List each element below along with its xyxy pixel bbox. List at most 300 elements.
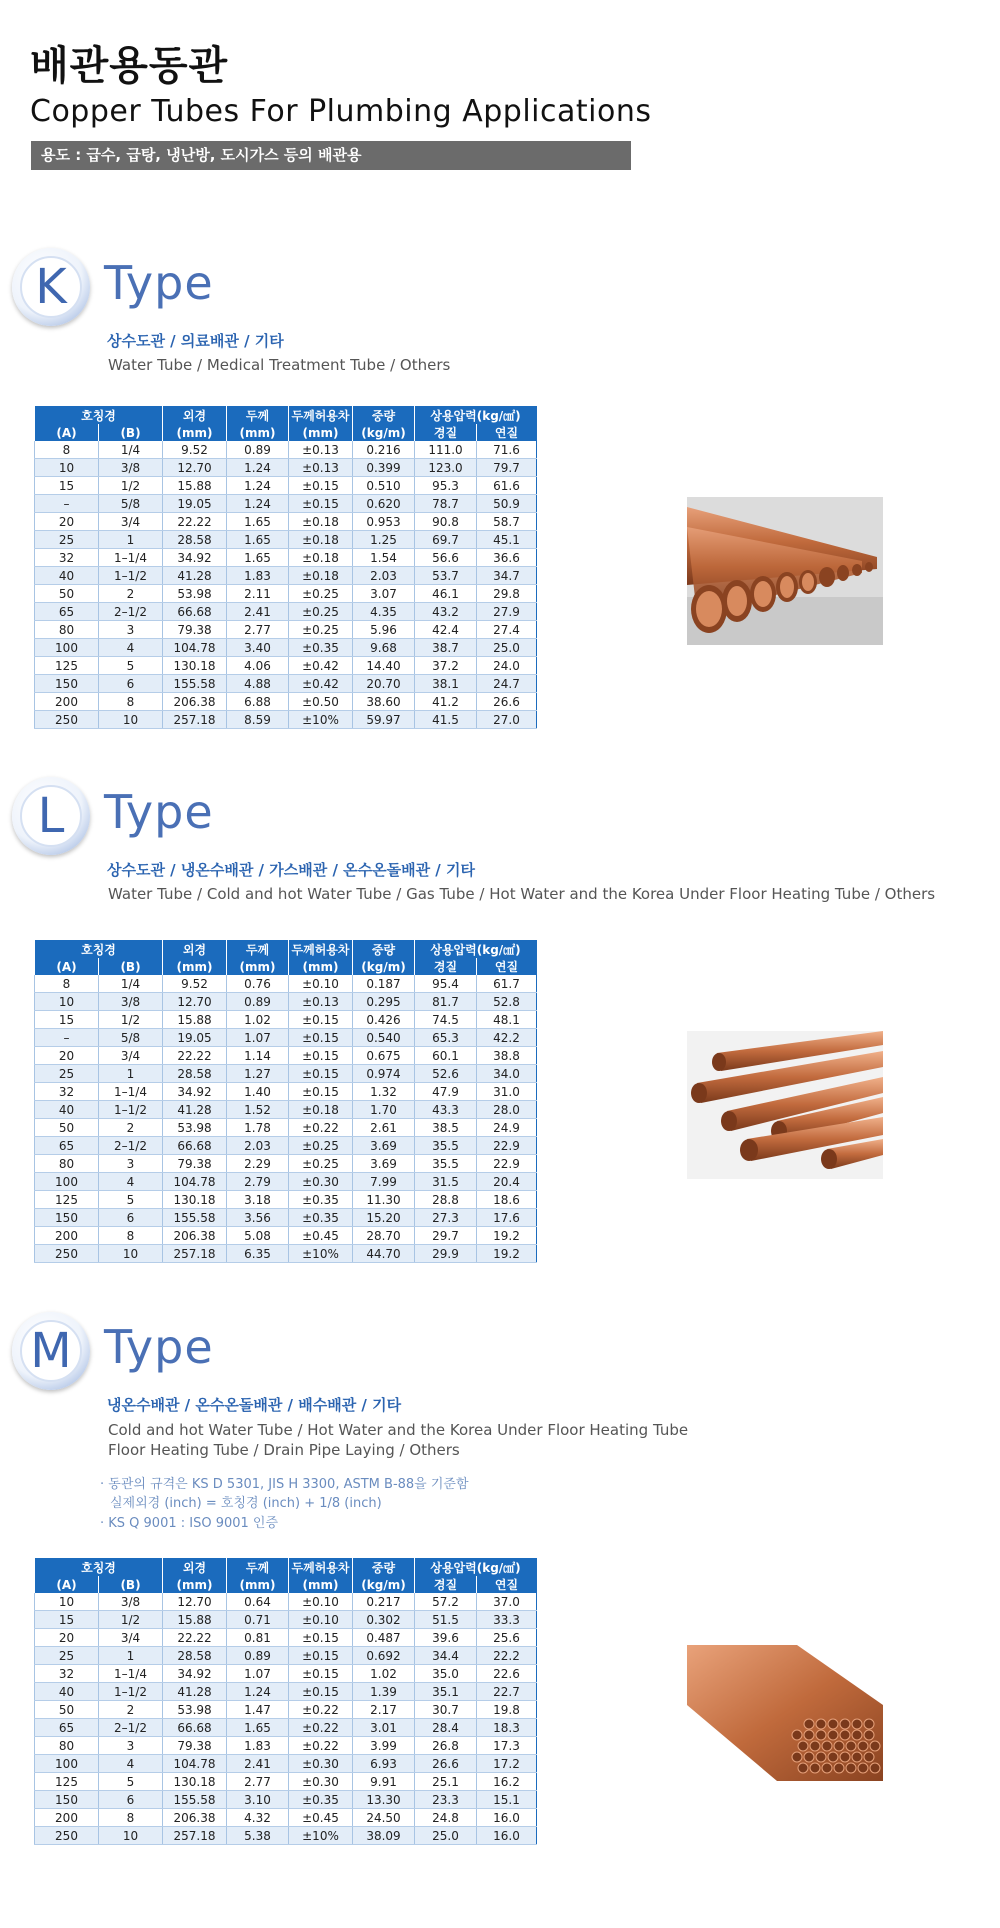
l-type-uses-en: Water Tube / Cold and hot Water Tube / Gas Tube / Hot Water and the Korea Under Floor Heating Tube / Others <box>108 885 936 903</box>
table-cell: ±0.22 <box>289 1719 353 1737</box>
table-row <box>35 477 537 495</box>
table-cell: 0.974 <box>353 1065 415 1083</box>
table-cell: ±0.15 <box>289 1029 353 1047</box>
table-cell: 15 <box>35 1011 99 1029</box>
table-cell: 155.58 <box>163 675 227 693</box>
table-cell: 3 <box>99 621 163 639</box>
table-cell: 31.5 <box>415 1173 477 1191</box>
table-cell: ±0.13 <box>289 459 353 477</box>
table-cell: – <box>35 1029 99 1047</box>
table-cell: 18.6 <box>477 1191 537 1209</box>
table-cell: 32 <box>35 549 99 567</box>
table-cell: 35.5 <box>415 1155 477 1173</box>
header-a: (A) <box>35 1576 99 1593</box>
table-cell: 1–1/2 <box>99 567 163 585</box>
table-cell: 19.2 <box>477 1245 537 1263</box>
table-cell: 12.70 <box>163 1593 227 1611</box>
table-cell: 90.8 <box>415 513 477 531</box>
table-cell: 79.38 <box>163 1155 227 1173</box>
header-outer-diameter: 외경 <box>163 941 227 959</box>
table-row <box>35 1755 537 1773</box>
table-cell: 20 <box>35 513 99 531</box>
table-row <box>35 1827 537 1845</box>
table-cell: 27.0 <box>477 711 537 729</box>
table-cell: ±0.50 <box>289 693 353 711</box>
table-cell: ±0.15 <box>289 1665 353 1683</box>
header-soft: 연질 <box>477 1576 537 1593</box>
table-cell: 29.9 <box>415 1245 477 1263</box>
table-cell: 28.58 <box>163 1065 227 1083</box>
table-cell: ±0.45 <box>289 1227 353 1245</box>
table-cell: 1.24 <box>227 495 289 513</box>
table-cell: 40 <box>35 1683 99 1701</box>
table-cell: 22.22 <box>163 513 227 531</box>
table-cell: 38.8 <box>477 1047 537 1065</box>
table-cell: ±0.25 <box>289 585 353 603</box>
table-cell: 19.8 <box>477 1701 537 1719</box>
table-cell: 24.8 <box>415 1809 477 1827</box>
table-cell: 38.60 <box>353 693 415 711</box>
table-cell: 41.2 <box>415 693 477 711</box>
header-nominal: 호칭경 <box>35 941 163 959</box>
table-cell: 24.7 <box>477 675 537 693</box>
table-cell: 19.05 <box>163 495 227 513</box>
table-cell: 47.9 <box>415 1083 477 1101</box>
m-type-letter: M <box>30 1323 72 1379</box>
table-cell: 61.7 <box>477 975 537 993</box>
header-b: (B) <box>99 424 163 441</box>
table-cell: 31.0 <box>477 1083 537 1101</box>
table-cell: 6 <box>99 1791 163 1809</box>
table-cell: 9.52 <box>163 441 227 459</box>
table-cell: 3.07 <box>353 585 415 603</box>
table-cell: 38.5 <box>415 1119 477 1137</box>
table-cell: 8 <box>99 1227 163 1245</box>
table-cell: 4.35 <box>353 603 415 621</box>
table-cell: ±0.25 <box>289 621 353 639</box>
table-cell: 1.02 <box>353 1665 415 1683</box>
table-cell: 0.217 <box>353 1593 415 1611</box>
table-row <box>35 993 537 1011</box>
table-cell: 155.58 <box>163 1791 227 1809</box>
table-cell: 3.10 <box>227 1791 289 1809</box>
table-cell: 104.78 <box>163 1755 227 1773</box>
table-cell: 5 <box>99 657 163 675</box>
table-cell: ±0.35 <box>289 1791 353 1809</box>
m-type-note-iso: · KS Q 9001 : ISO 9001 인증 <box>100 1516 279 1531</box>
table-cell: 95.4 <box>415 975 477 993</box>
table-row <box>35 1245 537 1263</box>
table-row <box>35 1209 537 1227</box>
header-weight: 중량 <box>353 407 415 425</box>
table-cell: 2.79 <box>227 1173 289 1191</box>
table-cell: 150 <box>35 675 99 693</box>
header-od-unit: (mm) <box>163 1576 227 1593</box>
table-cell: 59.97 <box>353 711 415 729</box>
table-cell: ±0.35 <box>289 1191 353 1209</box>
header-thickness: 두께 <box>227 407 289 425</box>
table-cell: 65 <box>35 603 99 621</box>
table-cell: 26.6 <box>415 1755 477 1773</box>
table-cell: 22.7 <box>477 1683 537 1701</box>
table-cell: 18.3 <box>477 1719 537 1737</box>
table-cell: 28.70 <box>353 1227 415 1245</box>
table-cell: 1.32 <box>353 1083 415 1101</box>
table-cell: 34.7 <box>477 567 537 585</box>
table-cell: 6.35 <box>227 1245 289 1263</box>
table-cell: 60.1 <box>415 1047 477 1065</box>
table-cell: 79.38 <box>163 621 227 639</box>
table-row <box>35 1119 537 1137</box>
table-cell: 15.20 <box>353 1209 415 1227</box>
table-row <box>35 549 537 567</box>
table-cell: 28.58 <box>163 531 227 549</box>
table-cell: 58.7 <box>477 513 537 531</box>
table-cell: 14.40 <box>353 657 415 675</box>
header-b: (B) <box>99 958 163 975</box>
table-cell: 206.38 <box>163 1227 227 1245</box>
table-cell: 28.8 <box>415 1191 477 1209</box>
table-cell: ±0.18 <box>289 1101 353 1119</box>
header-thickness-unit: (mm) <box>227 958 289 975</box>
header-thickness: 두께 <box>227 1559 289 1577</box>
table-cell: 15.88 <box>163 1011 227 1029</box>
table-cell: 20 <box>35 1047 99 1065</box>
l-type-spec-table <box>34 940 537 1263</box>
table-cell: 10 <box>35 459 99 477</box>
table-cell: 79.38 <box>163 1737 227 1755</box>
table-cell: 16.0 <box>477 1809 537 1827</box>
table-row <box>35 1647 537 1665</box>
table-cell: 0.399 <box>353 459 415 477</box>
table-cell: 1.40 <box>227 1083 289 1101</box>
table-cell: 51.5 <box>415 1611 477 1629</box>
table-cell: 0.540 <box>353 1029 415 1047</box>
table-cell: ±0.15 <box>289 1647 353 1665</box>
header-thickness-unit: (mm) <box>227 1576 289 1593</box>
table-cell: 200 <box>35 1809 99 1827</box>
table-cell: 10 <box>99 1245 163 1263</box>
table-cell: 9.68 <box>353 639 415 657</box>
header-tolerance: 두께허용차 <box>289 941 353 959</box>
table-cell: 1.02 <box>227 1011 289 1029</box>
table-row <box>35 693 537 711</box>
table-cell: ±10% <box>289 711 353 729</box>
table-cell: 16.2 <box>477 1773 537 1791</box>
table-cell: 100 <box>35 639 99 657</box>
table-cell: ±0.10 <box>289 1593 353 1611</box>
table-cell: 0.187 <box>353 975 415 993</box>
table-row <box>35 1227 537 1245</box>
table-cell: 15 <box>35 477 99 495</box>
table-cell: 1–1/4 <box>99 549 163 567</box>
l-type-uses-ko: 상수도관 / 냉온수배관 / 가스배관 / 온수온돌배관 / 기타 <box>107 861 475 879</box>
table-cell: 3.69 <box>353 1155 415 1173</box>
header-tolerance-unit: (mm) <box>289 424 353 441</box>
table-cell: 25 <box>35 531 99 549</box>
table-cell: 2.03 <box>227 1137 289 1155</box>
table-cell: 2–1/2 <box>99 603 163 621</box>
table-cell: 3 <box>99 1155 163 1173</box>
table-cell: 10 <box>35 1593 99 1611</box>
l-type-letter: L <box>37 788 65 844</box>
table-cell: 250 <box>35 1827 99 1845</box>
header-outer-diameter: 외경 <box>163 407 227 425</box>
table-cell: 46.1 <box>415 585 477 603</box>
table-cell: 22.2 <box>477 1647 537 1665</box>
table-cell: 4 <box>99 1173 163 1191</box>
table-cell: 1.54 <box>353 549 415 567</box>
table-cell: 61.6 <box>477 477 537 495</box>
table-row <box>35 1191 537 1209</box>
table-cell: 6.93 <box>353 1755 415 1773</box>
table-cell: 125 <box>35 1773 99 1791</box>
table-cell: 200 <box>35 1227 99 1245</box>
table-cell: 2–1/2 <box>99 1137 163 1155</box>
table-cell: 1–1/2 <box>99 1683 163 1701</box>
table-cell: 1.24 <box>227 459 289 477</box>
table-cell: ±0.15 <box>289 1683 353 1701</box>
table-cell: 0.64 <box>227 1593 289 1611</box>
table-cell: 2.41 <box>227 1755 289 1773</box>
table-row <box>35 1047 537 1065</box>
table-row <box>35 1611 537 1629</box>
table-cell: 52.8 <box>477 993 537 1011</box>
table-cell: 22.22 <box>163 1047 227 1065</box>
table-cell: 4.06 <box>227 657 289 675</box>
header-hard: 경질 <box>415 958 477 975</box>
table-cell: 1.83 <box>227 567 289 585</box>
header-soft: 연질 <box>477 958 537 975</box>
table-cell: 20.4 <box>477 1173 537 1191</box>
table-cell: 81.7 <box>415 993 477 1011</box>
table-cell: 1.83 <box>227 1737 289 1755</box>
table-cell: 52.6 <box>415 1065 477 1083</box>
page-title-ko: 배관용동관 <box>30 43 229 89</box>
table-cell: 1.65 <box>227 531 289 549</box>
table-cell: 8 <box>99 1809 163 1827</box>
table-cell: 32 <box>35 1665 99 1683</box>
table-cell: 25.0 <box>415 1827 477 1845</box>
table-cell: 28.0 <box>477 1101 537 1119</box>
m-type-title: Type <box>104 1320 214 1374</box>
table-cell: 17.6 <box>477 1209 537 1227</box>
header-weight: 중량 <box>353 1559 415 1577</box>
header-tolerance: 두께허용차 <box>289 407 353 425</box>
table-cell: 5.38 <box>227 1827 289 1845</box>
table-cell: ±0.42 <box>289 675 353 693</box>
table-cell: 42.2 <box>477 1029 537 1047</box>
table-cell: 27.3 <box>415 1209 477 1227</box>
table-cell: 34.92 <box>163 1665 227 1683</box>
table-row <box>35 1065 537 1083</box>
table-cell: 1–1/4 <box>99 1083 163 1101</box>
table-cell: 257.18 <box>163 1245 227 1263</box>
k-type-title: Type <box>104 256 214 310</box>
table-cell: 2.77 <box>227 621 289 639</box>
k-type-copper-tube-photo <box>687 497 883 645</box>
table-row <box>35 1791 537 1809</box>
table-cell: 42.4 <box>415 621 477 639</box>
table-cell: 10 <box>99 711 163 729</box>
table-cell: 22.6 <box>477 1665 537 1683</box>
table-cell: 150 <box>35 1209 99 1227</box>
table-cell: 1/2 <box>99 1011 163 1029</box>
header-pressure: 상용압력(kg/㎠) <box>415 407 537 425</box>
table-cell: 1/4 <box>99 441 163 459</box>
table-cell: ±0.18 <box>289 549 353 567</box>
table-cell: 34.4 <box>415 1647 477 1665</box>
table-cell: 24.0 <box>477 657 537 675</box>
l-type-title: Type <box>104 785 214 839</box>
table-cell: 30.7 <box>415 1701 477 1719</box>
table-cell: 8 <box>99 693 163 711</box>
table-row <box>35 567 537 585</box>
k-type-spec-table <box>34 406 537 729</box>
header-pressure: 상용압력(kg/㎠) <box>415 1559 537 1577</box>
table-cell: 3/4 <box>99 1629 163 1647</box>
table-cell: 2.41 <box>227 603 289 621</box>
table-cell: 74.5 <box>415 1011 477 1029</box>
table-cell: 100 <box>35 1173 99 1191</box>
table-cell: ±0.13 <box>289 993 353 1011</box>
table-cell: 104.78 <box>163 1173 227 1191</box>
table-cell: 9.52 <box>163 975 227 993</box>
table-cell: 80 <box>35 1155 99 1173</box>
table-cell: 3.56 <box>227 1209 289 1227</box>
table-cell: ±0.15 <box>289 1065 353 1083</box>
table-cell: ±0.22 <box>289 1119 353 1137</box>
header-nominal: 호칭경 <box>35 407 163 425</box>
header-tolerance-unit: (mm) <box>289 1576 353 1593</box>
table-cell: 39.6 <box>415 1629 477 1647</box>
table-cell: 27.4 <box>477 621 537 639</box>
table-cell: 40 <box>35 567 99 585</box>
table-cell: 2.77 <box>227 1773 289 1791</box>
table-row <box>35 675 537 693</box>
table-cell: 22.9 <box>477 1155 537 1173</box>
table-cell: 1.24 <box>227 1683 289 1701</box>
header-tolerance: 두께허용차 <box>289 1559 353 1577</box>
m-type-uses-en-line2: Floor Heating Tube / Drain Pipe Laying / Others <box>108 1441 460 1459</box>
table-row <box>35 1011 537 1029</box>
table-row <box>35 621 537 639</box>
table-cell: 66.68 <box>163 603 227 621</box>
table-cell: 3.40 <box>227 639 289 657</box>
table-cell: 25.0 <box>477 639 537 657</box>
table-row <box>35 639 537 657</box>
table-cell: 53.7 <box>415 567 477 585</box>
table-cell: 0.675 <box>353 1047 415 1065</box>
table-cell: 0.89 <box>227 1647 289 1665</box>
table-cell: 1.70 <box>353 1101 415 1119</box>
table-cell: 0.295 <box>353 993 415 1011</box>
table-cell: 57.2 <box>415 1593 477 1611</box>
table-cell: 53.98 <box>163 1119 227 1137</box>
table-cell: 34.92 <box>163 1083 227 1101</box>
table-cell: 25 <box>35 1647 99 1665</box>
table-cell: ±0.45 <box>289 1809 353 1827</box>
table-cell: 0.81 <box>227 1629 289 1647</box>
table-cell: 25.6 <box>477 1629 537 1647</box>
table-cell: 3 <box>99 1737 163 1755</box>
table-cell: 37.0 <box>477 1593 537 1611</box>
table-cell: 17.2 <box>477 1755 537 1773</box>
table-cell: 1.07 <box>227 1665 289 1683</box>
header-weight-unit: (kg/m) <box>353 424 415 441</box>
table-row <box>35 1155 537 1173</box>
table-cell: 38.7 <box>415 639 477 657</box>
table-row <box>35 531 537 549</box>
table-cell: 25.1 <box>415 1773 477 1791</box>
table-cell: 25 <box>35 1065 99 1083</box>
table-cell: 0.620 <box>353 495 415 513</box>
header-weight-unit: (kg/m) <box>353 958 415 975</box>
table-cell: 155.58 <box>163 1209 227 1227</box>
k-type-uses-ko: 상수도관 / 의료배관 / 기타 <box>107 332 284 350</box>
table-cell: 35.1 <box>415 1683 477 1701</box>
table-row <box>35 1101 537 1119</box>
table-row <box>35 1629 537 1647</box>
table-cell: 250 <box>35 711 99 729</box>
table-cell: ±0.15 <box>289 495 353 513</box>
table-cell: 8 <box>35 975 99 993</box>
table-cell: 34.92 <box>163 549 227 567</box>
k-type-badge <box>12 248 90 326</box>
m-type-note-standard: · 동관의 규격은 KS D 5301, JIS H 3300, ASTM B-88을 기준함 <box>100 1477 469 1492</box>
table-cell: 2 <box>99 1119 163 1137</box>
table-cell: 0.216 <box>353 441 415 459</box>
table-cell: 44.70 <box>353 1245 415 1263</box>
table-cell: ±0.10 <box>289 975 353 993</box>
table-cell: 6 <box>99 1209 163 1227</box>
table-cell: 43.3 <box>415 1101 477 1119</box>
table-row <box>35 1719 537 1737</box>
table-cell: 26.6 <box>477 693 537 711</box>
table-cell: 1 <box>99 531 163 549</box>
table-cell: 111.0 <box>415 441 477 459</box>
table-cell: 71.6 <box>477 441 537 459</box>
table-cell: 15.1 <box>477 1791 537 1809</box>
table-cell: 5.96 <box>353 621 415 639</box>
table-cell: 1.65 <box>227 513 289 531</box>
header-pressure: 상용압력(kg/㎠) <box>415 941 537 959</box>
table-cell: 65 <box>35 1719 99 1737</box>
header-a: (A) <box>35 424 99 441</box>
table-row <box>35 1173 537 1191</box>
table-cell: 20 <box>35 1629 99 1647</box>
table-cell: 34.0 <box>477 1065 537 1083</box>
table-cell: 206.38 <box>163 1809 227 1827</box>
table-cell: 20.70 <box>353 675 415 693</box>
table-cell: 2–1/2 <box>99 1719 163 1737</box>
table-cell: 0.426 <box>353 1011 415 1029</box>
header-b: (B) <box>99 1576 163 1593</box>
table-cell: 65.3 <box>415 1029 477 1047</box>
table-cell: ±0.10 <box>289 1611 353 1629</box>
table-cell: 2.17 <box>353 1701 415 1719</box>
header-weight-unit: (kg/m) <box>353 1576 415 1593</box>
table-cell: 0.953 <box>353 513 415 531</box>
table-cell: 8.59 <box>227 711 289 729</box>
table-cell: 1.78 <box>227 1119 289 1137</box>
m-type-spec-table <box>34 1558 537 1845</box>
table-cell: 4 <box>99 639 163 657</box>
table-cell: 37.2 <box>415 657 477 675</box>
header-hard: 경질 <box>415 424 477 441</box>
table-cell: 3/4 <box>99 513 163 531</box>
table-cell: 3/8 <box>99 1593 163 1611</box>
